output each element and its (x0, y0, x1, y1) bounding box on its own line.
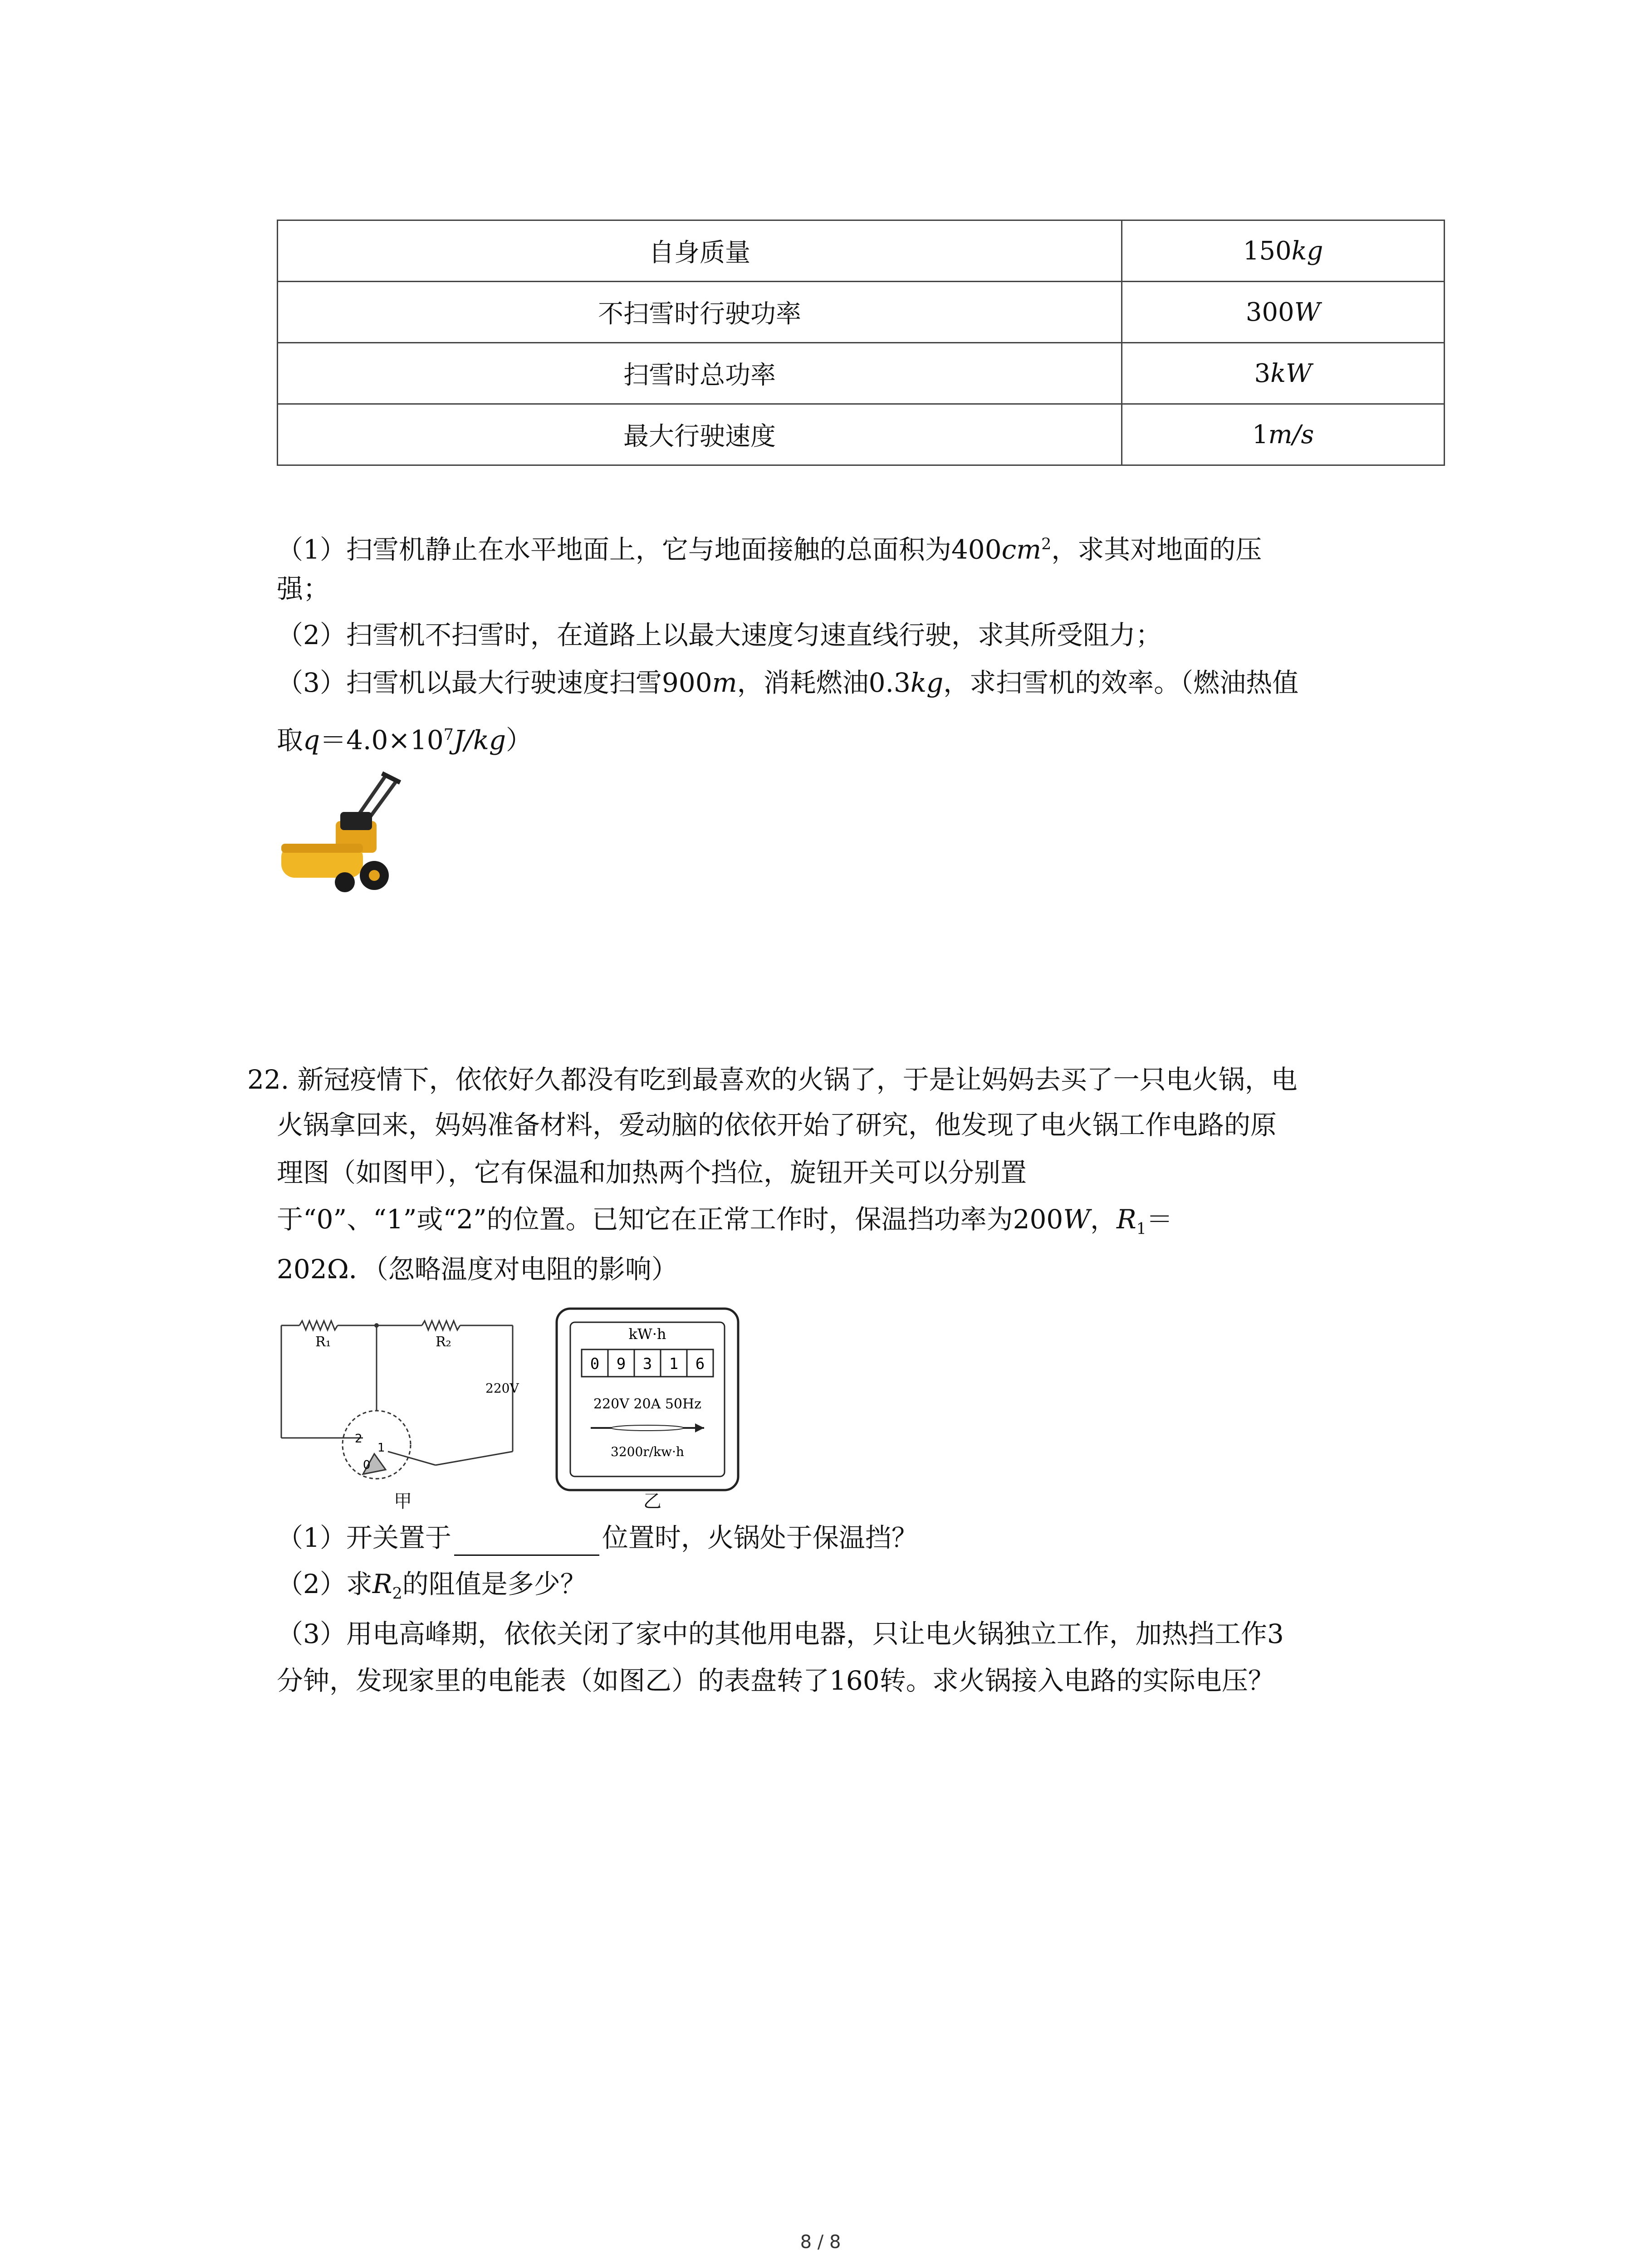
table-cell-label: 自身质量 (278, 220, 1122, 282)
table-cell-value: 150kg (1122, 220, 1445, 282)
q21-part1-line2: 强； (277, 573, 330, 604)
table-cell-label: 不扫雪时行驶功率 (278, 282, 1122, 343)
table-row (278, 282, 1445, 343)
voltage-label: 220V (485, 1381, 519, 1396)
table-cell-label: 最大行驶速度 (278, 404, 1122, 465)
q22-part1: （1）开关置于 位置时，火锅处于保温挡？ (277, 1520, 918, 1556)
q21-part2: （2）扫雪机不扫雪时，在道路上以最大速度匀速直线行驶，求其所受阻力； (277, 620, 1162, 650)
table-row (278, 343, 1445, 404)
q22-part2: （2）求$R_2$的阻值是多少？ (277, 1569, 587, 1603)
r1-label: R₁ (315, 1334, 331, 1350)
figure-a-caption: 甲 (394, 1491, 412, 1512)
spec-table (277, 220, 1445, 466)
meter-digit: 0 (590, 1355, 600, 1373)
q21-part3-line1: （3）扫雪机以最大行驶速度扫雪900m，消耗燃油0.3kg，求扫雪机的效率。（燃油热值 (277, 667, 1299, 698)
q22-part3-line2: 分钟，发现家里的电能表（如图乙）的表盘转了160转。求火锅接入电路的实际电压？ (277, 1665, 1274, 1696)
r2-label: R₂ (436, 1334, 451, 1350)
q21-part3-line2: 取$q=4.0\times 10^7J/kg$） (277, 724, 533, 756)
meter-unit: kW·h (628, 1325, 666, 1343)
switch-position-2: 2 (355, 1432, 362, 1446)
table-row (278, 404, 1445, 465)
switch-position-0: 0 (363, 1458, 371, 1472)
q21-part1-line1: （1）扫雪机静止在水平地面上，它与地面接触的总面积为$400cm^2$，求其对地面的压 (277, 534, 1262, 565)
table-cell-value: 3kW (1122, 343, 1445, 404)
meter-digit: 9 (616, 1355, 626, 1373)
table-cell-label: 扫雪时总功率 (278, 343, 1122, 404)
q22-line3: 理图（如图甲），它有保温和加热两个挡位，旋钮开关可以分别置 (277, 1157, 1027, 1188)
table-row (278, 220, 1445, 282)
q22-part3-line1: （3）用电高峰期，依依关闭了家中的其他用电器，只让电火锅独立工作，加热挡工作3 (277, 1618, 1284, 1649)
answer-blank[interactable] (454, 1528, 599, 1556)
q22-line1: 22. 新冠疫情下，依依好久都没有吃到最喜欢的火锅了，于是让妈妈去买了一只电火锅，电 (247, 1064, 1298, 1095)
circuit-diagram (277, 1315, 522, 1506)
meter-rating: 220V 20A 50Hz (593, 1396, 701, 1412)
page-number: 8 / 8 (800, 2232, 841, 2253)
table-cell-value: 1m/s (1122, 404, 1445, 465)
meter-constant: 3200r/kw·h (611, 1444, 684, 1459)
meter-digit: 1 (669, 1355, 679, 1373)
q22-line4: 于“0”、“1”或“2”的位置。已知它在正常工作时，保温挡功率为200W，$R_1=$ (277, 1204, 1173, 1238)
meter-digit: 6 (695, 1355, 705, 1373)
meter-digit: 3 (642, 1355, 652, 1373)
table-cell-value: 300W (1122, 282, 1445, 343)
q22-line5: 202Ω．（忽略温度对电阻的影响） (277, 1254, 678, 1285)
switch-position-1: 1 (377, 1441, 385, 1455)
figure-b-caption: 乙 (643, 1491, 661, 1512)
electric-meter (554, 1306, 740, 1506)
q22-line2: 火锅拿回来，妈妈准备材料，爱动脑的依依开始了研究，他发现了电火锅工作电路的原 (277, 1110, 1277, 1140)
snow-sweeper-image (277, 767, 413, 903)
